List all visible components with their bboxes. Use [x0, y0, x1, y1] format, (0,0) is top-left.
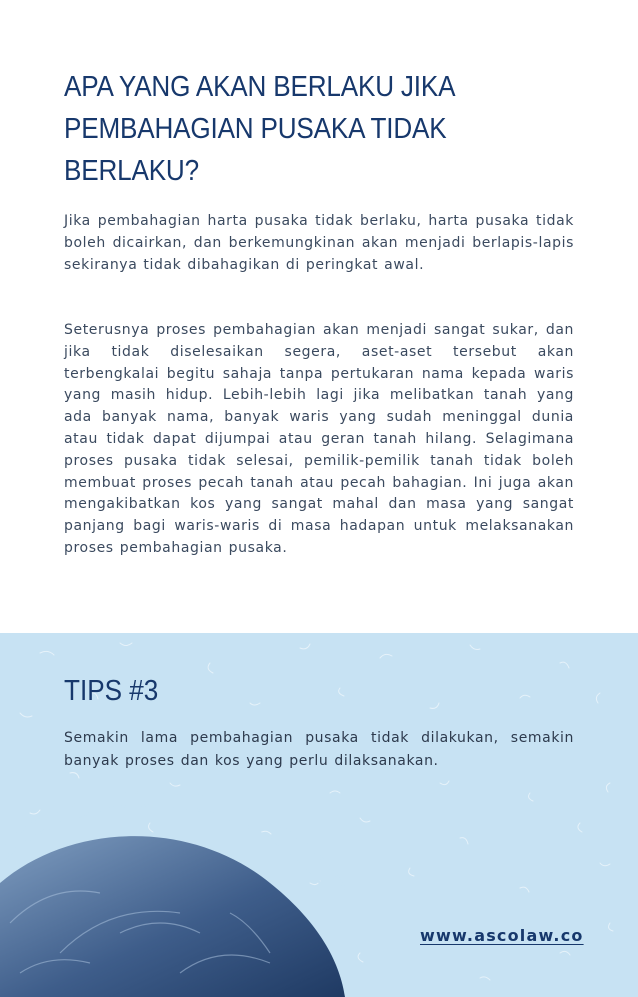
paragraph-2: Seterusnya proses pembahagian akan menjadi sangat sukar, dan jika tidak diselesaikan segera, aset-aset tersebut akan terbengkalai begitu sahaja tanpa pertukaran nama kepada waris yang masih hidup. Lebih-lebih lagi jika melibatkan tanah yang ada banyak nama, banyak waris yang sudah meninggal dunia atau tidak dapat dijumpai atau geran tanah hilang. Selagimana proses pusaka tidak selesai, pemilik-pemilik tanah tidak boleh membuat proses pecah tanah atau pecah bahagian. Ini juga akan mengakibatkan kos yang sangat mahal dan masa yang sangat panjang bagi waris-waris di masa hadapan untuk melaksanakan proses pembahagian pusaka. — [64, 322, 574, 556]
tips-title: TIPS #3 — [64, 675, 159, 707]
page-title: APA YANG AKAN BERLAKU JIKA PEMBAHAGIAN PUSAKA TIDAK BERLAKU? — [64, 71, 454, 187]
tips-panel — [0, 633, 638, 997]
tips-text: Semakin lama pembahagian pusaka tidak dilakukan, semakin banyak proses dan kos yang perlu dilaksanakan. — [64, 730, 574, 769]
paragraph-1: Jika pembahagian harta pusaka tidak berlaku, harta pusaka tidak boleh dicairkan, dan berkemungkinan akan menjadi berlapis-lapis sekiranya tidak dibahagikan di peringkat awal. — [64, 213, 574, 273]
website-link[interactable]: www.ascolaw.co — [420, 926, 584, 945]
